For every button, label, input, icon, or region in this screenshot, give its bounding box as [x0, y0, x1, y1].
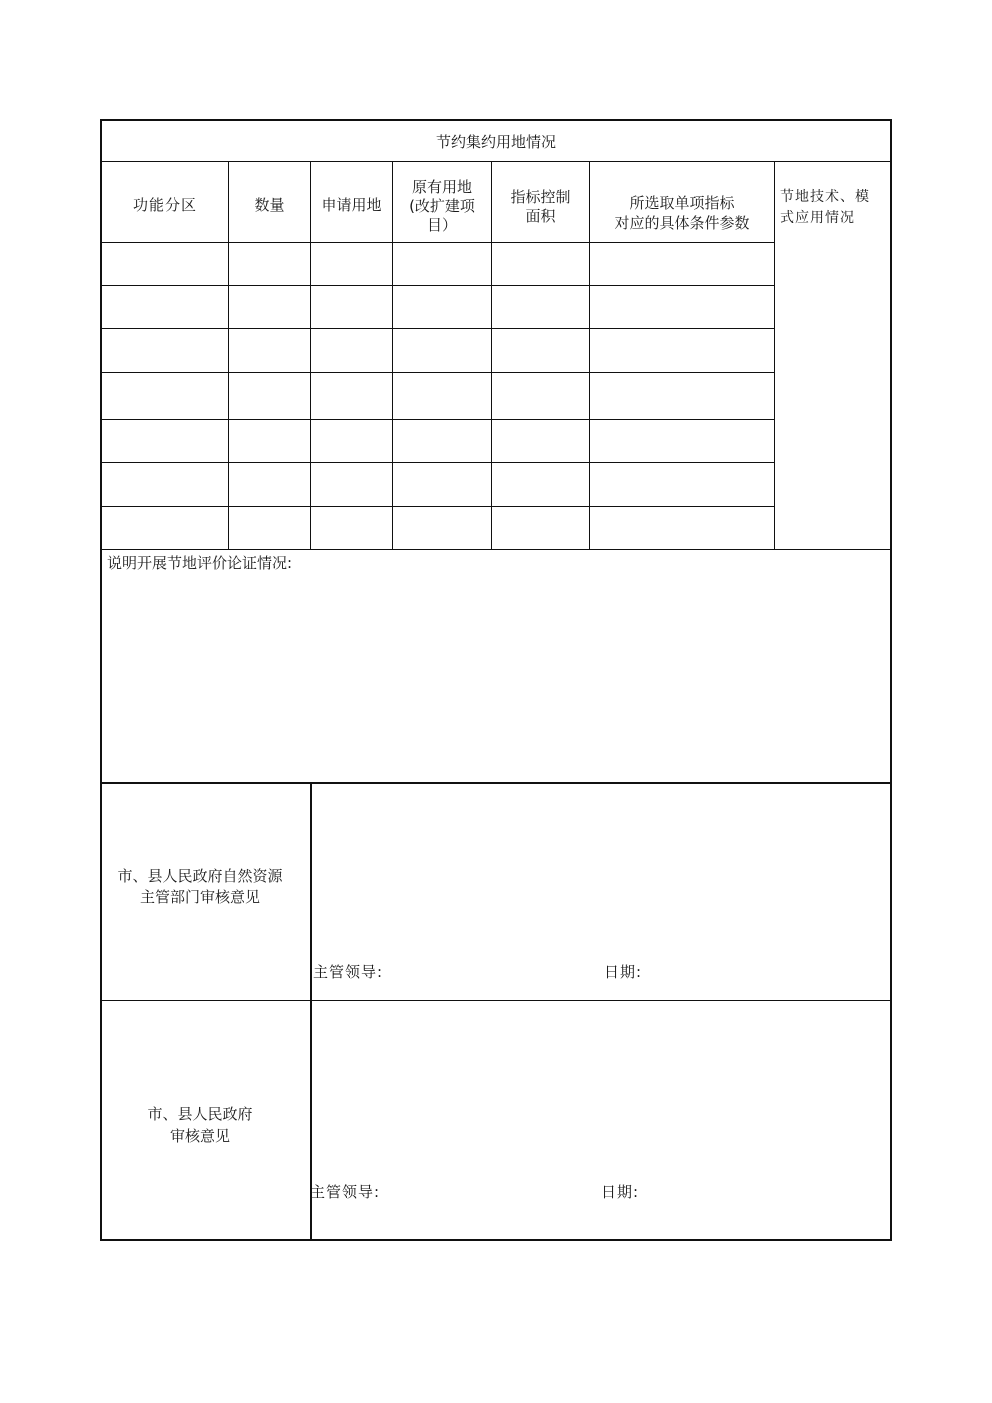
header-original-land-line1: 原有用地	[411, 178, 472, 196]
divider-evaluation-bottom	[102, 782, 890, 784]
section1-label-line2: 主管部门审核意见	[139, 888, 260, 906]
col-divider-2	[310, 161, 311, 549]
divider-row-6	[102, 506, 774, 507]
header-quantity: 数量	[254, 196, 285, 214]
section1-label-line1: 市、县人民政府自然资源	[117, 867, 283, 885]
col-divider-6	[774, 161, 775, 549]
header-index-control-line2: 面积	[525, 207, 556, 225]
header-selected-index-line1: 所选取单项指标	[629, 194, 735, 212]
header-index-control-line1: 指标控制	[510, 188, 571, 206]
section2-leader-label: 主管领导:	[310, 1183, 381, 1201]
divider-row-5	[102, 462, 774, 463]
divider-row-4	[102, 419, 774, 420]
header-original-land-line2: (改扩建项	[409, 197, 475, 215]
review-col-divider	[310, 782, 312, 1239]
section2-label-line1: 市、县人民政府	[147, 1105, 253, 1123]
header-zone: 功能分区	[132, 196, 197, 214]
header-apply-land: 申请用地	[321, 196, 382, 214]
land-use-form	[100, 119, 892, 1241]
divider-row-3	[102, 372, 774, 373]
divider-row-2	[102, 328, 774, 329]
header-original-land-line3: 目）	[426, 216, 457, 234]
divider-row-1	[102, 285, 774, 286]
header-tech-line1: 节地技术、模	[780, 189, 870, 205]
col-divider-1	[228, 161, 229, 549]
evaluation-label: 说明开展节地评价论证情况:	[107, 554, 293, 572]
divider-table-bottom	[102, 549, 890, 550]
form-title: 节约集约用地情况	[435, 133, 556, 151]
header-tech-line2: 式应用情况	[780, 210, 855, 226]
section1-date-label: 日期:	[604, 963, 643, 981]
divider-title	[102, 161, 890, 162]
header-selected-index-line2: 对应的具体条件参数	[614, 214, 750, 232]
section2-label-line2: 审核意见	[169, 1127, 230, 1145]
section2-date-label: 日期:	[601, 1183, 640, 1201]
section1-leader-label: 主管领导:	[313, 963, 384, 981]
divider-header	[102, 242, 774, 243]
divider-section1-bottom	[102, 1000, 890, 1001]
